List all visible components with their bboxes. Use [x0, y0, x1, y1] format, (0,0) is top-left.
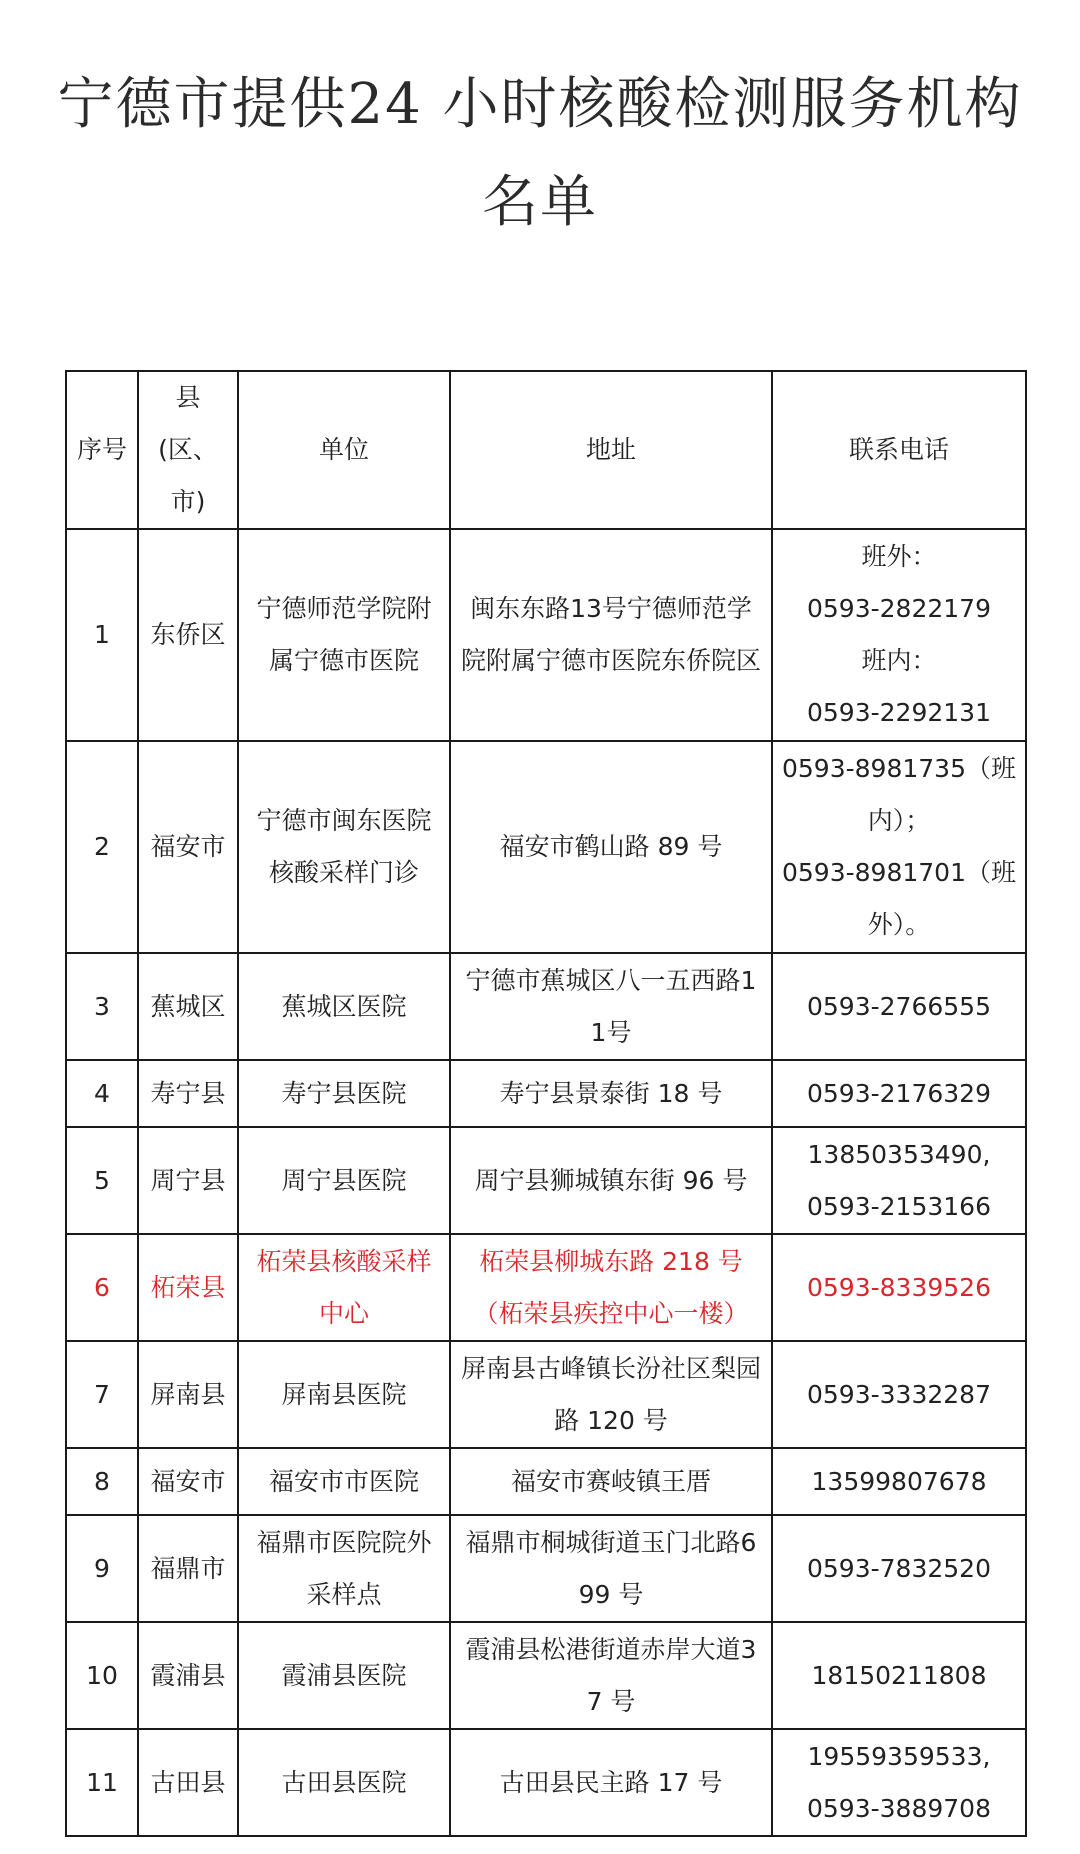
cell-unit: 宁德市闽东医院核酸采样门诊	[238, 741, 450, 953]
table-row	[66, 953, 1026, 1060]
cell-address: 宁德市蕉城区八一五西路11号	[450, 953, 772, 1060]
table-row	[66, 1127, 1026, 1234]
column-header-county: 县(区、市)	[138, 371, 238, 529]
cell-county: 霞浦县	[138, 1622, 238, 1729]
page-title-line-2: 名单	[482, 170, 598, 235]
cell-county: 福安市	[138, 741, 238, 953]
cell-county: 屏南县	[138, 1341, 238, 1448]
cell-no: 4	[66, 1060, 138, 1127]
cell-address: 周宁县狮城镇东街 96 号	[450, 1127, 772, 1234]
cell-unit: 古田县医院	[238, 1729, 450, 1836]
testing-institutions-table	[65, 370, 1027, 1837]
table-row	[66, 1729, 1026, 1836]
table-row	[66, 741, 1026, 953]
cell-no: 11	[66, 1729, 138, 1836]
table-row	[66, 1515, 1026, 1622]
cell-phone: 0593-8981735（班内）； 0593-8981701（班外）。	[772, 741, 1026, 953]
column-header-address: 地址	[450, 371, 772, 529]
column-header-unit: 单位	[238, 371, 450, 529]
cell-phone: 13850353490, 0593-2153166	[772, 1127, 1026, 1234]
cell-address: 霞浦县松港街道赤岸大道37 号	[450, 1622, 772, 1729]
page-title-line-1: 宁德市提供24 小时核酸检测服务机构	[57, 72, 1023, 137]
table-row	[66, 1060, 1026, 1127]
cell-unit: 霞浦县医院	[238, 1622, 450, 1729]
cell-county: 柘荣县	[138, 1234, 238, 1341]
cell-address: 屏南县古峰镇长汾社区梨园路 120 号	[450, 1341, 772, 1448]
cell-phone: 0593-7832520	[772, 1515, 1026, 1622]
cell-county: 东侨区	[138, 529, 238, 741]
table-row	[66, 1448, 1026, 1515]
cell-phone: 13599807678	[772, 1448, 1026, 1515]
cell-no: 3	[66, 953, 138, 1060]
column-header-no: 序号	[66, 371, 138, 529]
cell-no: 8	[66, 1448, 138, 1515]
cell-no: 2	[66, 741, 138, 953]
cell-phone: 19559359533, 0593-3889708	[772, 1729, 1026, 1836]
cell-phone: 0593-2766555	[772, 953, 1026, 1060]
cell-unit: 福安市市医院	[238, 1448, 450, 1515]
cell-address: 寿宁县景泰街 18 号	[450, 1060, 772, 1127]
cell-address: 柘荣县柳城东路 218 号 （柘荣县疾控中心一楼）	[450, 1234, 772, 1341]
cell-address: 古田县民主路 17 号	[450, 1729, 772, 1836]
cell-county: 蕉城区	[138, 953, 238, 1060]
cell-address: 福鼎市桐城街道玉门北路699 号	[450, 1515, 772, 1622]
table-body	[66, 529, 1026, 1836]
cell-address: 闽东东路13号宁德师范学院附属宁德市医院东侨院区	[450, 529, 772, 741]
cell-no: 10	[66, 1622, 138, 1729]
cell-county: 古田县	[138, 1729, 238, 1836]
cell-address: 福安市赛岐镇王厝	[450, 1448, 772, 1515]
cell-no: 5	[66, 1127, 138, 1234]
cell-phone: 18150211808	[772, 1622, 1026, 1729]
cell-unit: 柘荣县核酸采样中心	[238, 1234, 450, 1341]
cell-county: 寿宁县	[138, 1060, 238, 1127]
table-row	[66, 1234, 1026, 1341]
cell-phone: 0593-3332287	[772, 1341, 1026, 1448]
cell-unit: 周宁县医院	[238, 1127, 450, 1234]
cell-unit: 蕉城区医院	[238, 953, 450, 1060]
table-header-row	[66, 371, 1026, 529]
cell-phone: 0593-2176329	[772, 1060, 1026, 1127]
cell-phone: 班外： 0593-2822179 班内： 0593-2292131	[772, 529, 1026, 741]
table-row	[66, 1622, 1026, 1729]
cell-address: 福安市鹤山路 89 号	[450, 741, 772, 953]
cell-county: 周宁县	[138, 1127, 238, 1234]
cell-no: 7	[66, 1341, 138, 1448]
cell-no: 9	[66, 1515, 138, 1622]
table-row	[66, 529, 1026, 741]
cell-no: 6	[66, 1234, 138, 1341]
column-header-phone: 联系电话	[772, 371, 1026, 529]
cell-phone: 0593-8339526	[772, 1234, 1026, 1341]
cell-no: 1	[66, 529, 138, 741]
cell-county: 福安市	[138, 1448, 238, 1515]
cell-unit: 宁德师范学院附属宁德市医院	[238, 529, 450, 741]
cell-unit: 屏南县医院	[238, 1341, 450, 1448]
cell-county: 福鼎市	[138, 1515, 238, 1622]
cell-unit: 福鼎市医院院外采样点	[238, 1515, 450, 1622]
cell-unit: 寿宁县医院	[238, 1060, 450, 1127]
table-row	[66, 1341, 1026, 1448]
